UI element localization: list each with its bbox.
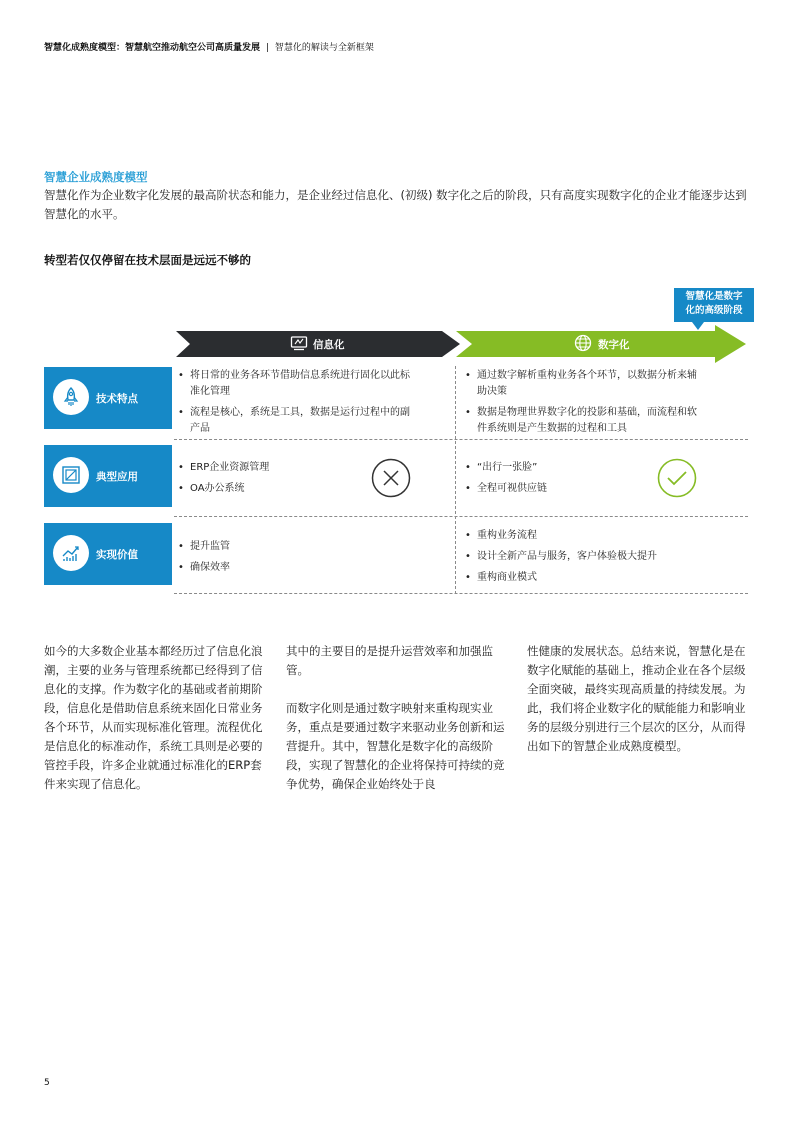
- body-column-2b: 而数字化则是通过数字映射来重构现实业务，重点是要通过数字来驱动业务创新和运营提升。其中，智慧化是数字化的高级阶段，实现了智慧化的企业将保持可持续的竞争优势，确保企业始终处于良: [286, 701, 505, 791]
- row-label-application: [44, 445, 172, 507]
- stage-digital-label: 数字化: [598, 339, 630, 351]
- row-divider: [174, 516, 748, 517]
- row-label-value: [44, 523, 172, 585]
- row-divider: [174, 439, 748, 440]
- callout-line-2: 化的高级阶段: [685, 305, 743, 316]
- tech-info-list: [178, 368, 410, 442]
- cross-icon: [371, 458, 411, 498]
- row-label-tech: [44, 367, 172, 429]
- value-info-list: [178, 539, 410, 581]
- list-item: • 将日常的业务各环节借助信息系统进行固化以此标准化管理: [178, 368, 410, 400]
- application-icon: [53, 457, 89, 493]
- row-label-text: 技术特点: [96, 392, 138, 405]
- callout-line-1: 智慧化是数字: [685, 291, 743, 302]
- row-divider: [174, 593, 748, 594]
- globe-icon: [574, 334, 592, 352]
- list-item: • 重构业务流程: [465, 528, 715, 544]
- section-title: 智慧企业成熟度模型: [44, 170, 148, 184]
- list-item: • 提升监管: [178, 539, 410, 555]
- list-item: • 数据是物理世界数字化的投影和基础，而流程和软件系统则是产生数据的过程和工具: [465, 405, 697, 437]
- list-item: • 设计全新产品与服务，客户体验极大提升: [465, 549, 715, 565]
- application-digital-list: [465, 460, 645, 502]
- check-icon: [657, 458, 697, 498]
- section-intro: 智慧化作为企业数字化发展的最高阶状态和能力，是企业经过信息化、(初级) 数字化之后的阶段，只有高度实现数字化的企业才能逐步达到智慧化的水平。: [44, 188, 747, 221]
- tech-digital-list: [465, 368, 697, 442]
- list-item: • “出行一张脸”: [465, 460, 645, 476]
- value-digital-list: [465, 528, 715, 591]
- page-number: 5: [44, 1078, 50, 1088]
- figure-title: 转型若仅仅停留在技术层面是远远不够的: [44, 253, 251, 267]
- header-subtitle: 智慧化的解读与全新框架: [274, 43, 374, 53]
- header-title: 智慧化成熟度模型：智慧航空推动航空公司高质量发展: [44, 43, 261, 53]
- stage-info-label: 信息化: [313, 339, 345, 351]
- body-column-1: 如今的大多数企业基本都经历过了信息化浪潮，主要的业务与管理系统都已经得到了信息化的支撑。作为数字化的基础或者前期阶段，信息化是借助信息系统来固化日常业务各个环节，从而实现标准化管理。流程优化是信息化的标准动作，系统工具则是必要的管控手段，许多企业就通过标准化的ERP套件来实现了信息化。: [44, 644, 263, 791]
- list-item: • 通过数字解析重构业务各个环节，以数据分析来辅助决策: [465, 368, 697, 400]
- growth-chart-icon: [53, 535, 89, 571]
- body-column-2a: 其中的主要目的是提升运营效率和加强监管。: [286, 644, 493, 677]
- list-item: • 确保效率: [178, 560, 410, 576]
- callout-box: [674, 288, 754, 322]
- information-system-icon: [290, 335, 308, 351]
- stage-arrows: [170, 323, 750, 365]
- list-item: • 重构商业模式: [465, 570, 715, 586]
- rocket-icon: [53, 379, 89, 415]
- list-item: • 全程可视供应链: [465, 481, 645, 497]
- list-item: • 流程是核心，系统是工具，数据是运行过程中的副产品: [178, 405, 410, 437]
- list-item: • OA办公系统: [178, 481, 358, 497]
- row-label-text: 典型应用: [96, 470, 138, 483]
- running-header: [44, 42, 374, 54]
- header-separator: |: [265, 43, 269, 53]
- row-label-text: 实现价值: [96, 548, 138, 561]
- application-info-list: [178, 460, 358, 502]
- body-column-3: 性健康的发展状态。总结来说，智慧化是在数字化赋能的基础上，推动企业在各个层级全面突破，最终实现高质量的持续发展。为此，我们将企业数字化的赋能能力和影响业务的层级分别进行三个层次的区分，从而得出如下的智慧企业成熟度模型。: [527, 644, 746, 753]
- stage-divider: [455, 366, 456, 594]
- list-item: • ERP企业资源管理: [178, 460, 358, 476]
